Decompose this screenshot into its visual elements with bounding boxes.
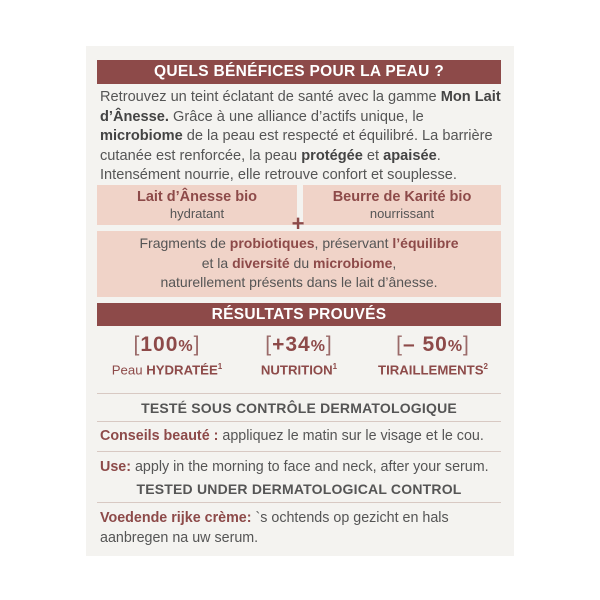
result-label: TIRAILLEMENTS (378, 362, 484, 378)
ingredient-box-donkey-milk (97, 185, 297, 225)
plus-icon: + (291, 211, 305, 236)
ingredient-title: Lait d’Ânesse bio (136, 189, 258, 205)
ingredient-title: Beurre de Karité bio (332, 189, 472, 205)
divider (97, 421, 501, 422)
result-nutrition: [+34%] NUTRITION$^1$ (260, 333, 338, 378)
result-label: HYDRATÉE (146, 362, 218, 378)
intro-paragraph: Retrouvez un teint éclatant de santé avec la gamme Mon Lait d’Ânesse. Grâce à une alliance d’actifs unique, le microbiome de la peau est respecté et équilibré. La barrière cutanée est renforcée, la peau protégée et apaisée. Intensément nourrie, elle retrouve confort et souplesse. (100, 89, 501, 183)
result-value: +34 (272, 333, 311, 356)
result-hydration: [100%] Peau HYDRATÉE$^1$ (111, 333, 223, 378)
usage-nl: Voedende rijke crème: `s ochtends op gezicht en hals aanbregen na uw serum. (100, 510, 449, 546)
tested-en: TESTED UNDER DERMATOLOGICAL CONTROL (136, 481, 462, 497)
results-row (97, 333, 501, 388)
probiotics-line-1: Fragments de probiotiques, préservant l’équilibre (139, 235, 459, 251)
ingredient-sub: nourrissant (369, 206, 435, 221)
use-en: Use: apply in the morning to face and neck, after your serum. (100, 459, 489, 475)
ingredient-box-shea-butter (303, 185, 501, 225)
benefits-banner: QUELS BÉNÉFICES POUR LA PEAU ? (97, 60, 501, 84)
result-tightness: [– 50%] TIRAILLEMENTS$^2$ (378, 333, 488, 378)
divider (97, 393, 501, 394)
probiotics-line-2: et la diversité du microbiome, (201, 254, 397, 271)
tested-fr: TESTÉ SOUS CONTRÔLE DERMATOLOGIQUE (141, 400, 457, 416)
result-value: – 50 (402, 333, 448, 356)
results-banner: RÉSULTATS PROUVÉS (97, 303, 501, 326)
result-label: NUTRITION (260, 362, 333, 378)
probiotics-line-3: naturellement présents dans le lait d’ânesse. (160, 274, 438, 290)
result-value: 100 (140, 333, 179, 356)
divider (97, 502, 501, 503)
ingredient-sub: hydratant (169, 206, 225, 221)
divider (97, 451, 501, 452)
advice-fr: Conseils beauté : appliquez le matin sur le visage et le cou. (100, 428, 484, 444)
probiotics-box (97, 231, 501, 297)
